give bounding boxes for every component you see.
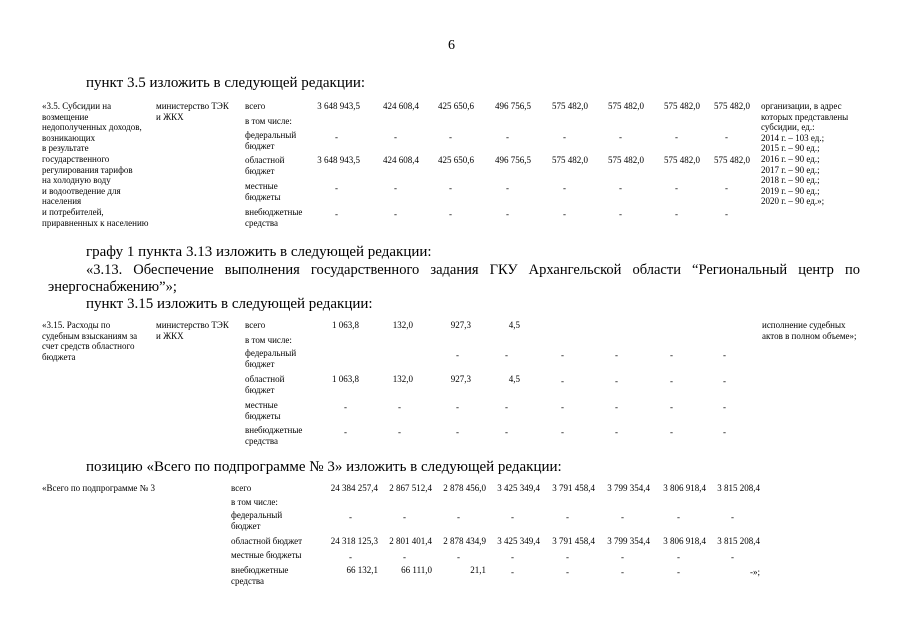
value-cell: - <box>675 209 678 219</box>
value-cell: 927,3 <box>450 374 471 384</box>
value-cell: 575 482,0 <box>714 101 750 111</box>
value-cell: - <box>723 350 726 360</box>
value-cell: - <box>615 350 618 360</box>
value-cell: 3 648 943,5 <box>317 155 360 165</box>
text-line: которых представлены <box>761 111 849 122</box>
value-cell: - <box>566 512 569 522</box>
value-cell: - <box>563 132 566 142</box>
page-number: 6 <box>448 38 455 53</box>
text-line: возмещение <box>42 111 89 122</box>
source-label: местные бюджеты <box>245 400 281 421</box>
value-cell: 3 815 208,4 <box>717 483 760 493</box>
item-3-13-text-line1: «3.13. Обеспечение выполнения государственного задания ГКУ Архангельской области “Региональный центр по <box>86 262 860 278</box>
value-cell: - <box>723 402 726 412</box>
value-cell: - <box>723 376 726 386</box>
value-cell: - <box>394 183 397 193</box>
value-cell: - <box>670 402 673 412</box>
value-cell: 496 756,5 <box>495 101 531 111</box>
source-label: всего <box>245 101 266 111</box>
text-line: 2014 г. – 103 ед.; <box>761 132 825 143</box>
value-cell: - <box>511 512 514 522</box>
value-cell: - <box>344 402 347 412</box>
text-line: возникающих <box>42 132 96 143</box>
value-cell: 2 878 456,0 <box>443 483 486 493</box>
value-cell: - <box>670 376 673 386</box>
value-cell: - <box>670 427 673 437</box>
value-cell: - <box>725 209 728 219</box>
text-line: и ЖКХ <box>156 111 184 122</box>
source-label: федеральный бюджет <box>245 348 297 369</box>
value-cell: - <box>506 183 509 193</box>
value-cell: - <box>511 567 514 577</box>
text-line: 2017 г. – 90 ед.; <box>761 164 820 175</box>
value-cell: 496 756,5 <box>495 155 531 165</box>
value-cell: 1 063,8 <box>332 320 359 330</box>
source-label: в том числе: <box>231 497 278 507</box>
value-cell: - <box>398 402 401 412</box>
value-cell: - <box>731 512 734 522</box>
value-cell: - <box>677 552 680 562</box>
value-cell: 575 482,0 <box>714 155 750 165</box>
total-subprogram-name: «Всего по подпрограмме № 3 <box>42 483 155 493</box>
value-cell: 66 132,1 <box>346 565 378 575</box>
text-line: на холодную воду <box>42 175 111 186</box>
value-cell: 24 384 257,4 <box>330 483 378 493</box>
source-label: всего <box>245 320 266 330</box>
text-line: приравненных к населению <box>42 217 149 228</box>
value-cell: - <box>621 552 624 562</box>
value-cell: 2 867 512,4 <box>389 483 432 493</box>
text-line: в результате <box>42 143 89 154</box>
value-cell: - <box>725 132 728 142</box>
source-label: областной бюджет <box>231 536 303 546</box>
value-cell: - <box>615 376 618 386</box>
value-cell: - <box>335 183 338 193</box>
value-cell: - <box>398 427 401 437</box>
value-cell: - <box>675 183 678 193</box>
text-line: 2018 г. – 90 ед.; <box>761 175 820 186</box>
text-line: 2020 г. – 90 ед.»; <box>761 196 825 207</box>
value-cell: - <box>335 209 338 219</box>
value-cell: 3 791 458,4 <box>552 483 595 493</box>
value-cell: 2 878 434,9 <box>443 536 486 546</box>
value-cell: - <box>621 512 624 522</box>
value-cell: -»; <box>750 567 760 577</box>
source-label: внебюджетные средства <box>245 207 303 228</box>
source-label: федеральный бюджет <box>231 510 283 531</box>
value-cell: - <box>619 132 622 142</box>
value-cell: 3 806 918,4 <box>663 483 706 493</box>
text-line: и ЖКХ <box>156 330 184 341</box>
source-label: местные бюджеты <box>245 181 281 202</box>
value-cell: 3 648 943,5 <box>317 101 360 111</box>
value-cell: - <box>394 132 397 142</box>
value-cell: - <box>566 552 569 562</box>
value-cell: 4,5 <box>508 374 520 384</box>
text-line: министерство ТЭК <box>156 101 229 111</box>
value-cell: - <box>335 132 338 142</box>
item-3-13-text-line2: энергоснабжению”»; <box>48 279 177 295</box>
value-cell: - <box>505 402 508 412</box>
value-cell: - <box>456 402 459 412</box>
value-cell: - <box>621 567 624 577</box>
value-cell: - <box>561 427 564 437</box>
value-cell: - <box>563 209 566 219</box>
value-cell: 3 806 918,4 <box>663 536 706 546</box>
value-cell: 3 815 208,4 <box>717 536 760 546</box>
value-cell: - <box>615 402 618 412</box>
source-label: местные бюджеты <box>231 550 302 560</box>
value-cell: - <box>670 350 673 360</box>
value-cell: 21,1 <box>470 565 486 575</box>
value-cell: 575 482,0 <box>552 155 588 165</box>
value-cell: 425 650,6 <box>438 101 474 111</box>
text-line: и потребителей, <box>42 207 104 217</box>
value-cell: - <box>449 132 452 142</box>
text-line: 2016 г. – 90 ед.; <box>761 154 820 164</box>
section-heading-3-5: пункт 3.5 изложить в следующей редакции: <box>86 75 366 91</box>
value-cell: 2 801 401,4 <box>389 536 432 546</box>
text-line: недополученных доходов, <box>42 122 142 133</box>
text-line: министерство ТЭК <box>156 320 229 330</box>
value-cell: 575 482,0 <box>664 155 700 165</box>
value-cell: - <box>511 552 514 562</box>
source-label: в том числе: <box>245 116 292 126</box>
text-line: регулирования тарифов <box>42 164 133 175</box>
source-label: всего <box>231 483 252 493</box>
value-cell: - <box>457 552 460 562</box>
value-cell: - <box>457 512 460 522</box>
value-cell: - <box>723 427 726 437</box>
value-cell: 24 318 125,3 <box>330 536 378 546</box>
text-line: бюджета <box>42 351 76 362</box>
source-label: областной бюджет <box>245 155 285 176</box>
value-cell: - <box>456 427 459 437</box>
value-cell: 3 799 354,4 <box>607 483 650 493</box>
value-cell: - <box>506 132 509 142</box>
section-heading-3-15: пункт 3.15 изложить в следующей редакции: <box>86 296 373 312</box>
value-cell: - <box>505 427 508 437</box>
value-cell: - <box>677 512 680 522</box>
value-cell: 575 482,0 <box>608 155 644 165</box>
text-line: «3.5. Субсидии на <box>42 101 112 111</box>
source-label: внебюджетные средства <box>245 425 303 446</box>
value-cell: 3 425 349,4 <box>497 536 540 546</box>
text-line: 2019 г. – 90 ед.; <box>761 185 820 196</box>
value-cell: 132,0 <box>392 374 413 384</box>
text-line: и водоотведение для <box>42 185 121 196</box>
value-cell: - <box>449 183 452 193</box>
text-line: счет средств областного <box>42 341 135 352</box>
source-label: в том числе: <box>245 335 292 345</box>
value-cell: - <box>349 512 352 522</box>
value-cell: 575 482,0 <box>608 101 644 111</box>
text-line: «3.15. Расходы по <box>42 320 111 330</box>
section-heading-3-13: графу 1 пункта 3.13 изложить в следующей редакции: <box>86 244 432 260</box>
value-cell: - <box>561 376 564 386</box>
value-cell: - <box>566 567 569 577</box>
value-cell: 927,3 <box>450 320 471 330</box>
value-cell: 1 063,8 <box>332 374 359 384</box>
text-line: организации, в адрес <box>761 101 842 111</box>
value-cell: 132,0 <box>392 320 413 330</box>
value-cell: 424 608,4 <box>383 155 419 165</box>
text-line: населения <box>42 196 82 207</box>
text-line: актов в полном объеме»; <box>762 330 857 341</box>
value-cell: - <box>344 427 347 437</box>
value-cell: 575 482,0 <box>552 101 588 111</box>
text-line: 2015 г. – 90 ед.; <box>761 143 820 154</box>
value-cell: - <box>619 183 622 193</box>
value-cell: - <box>731 552 734 562</box>
text-line: государственного <box>42 154 110 164</box>
value-cell: - <box>725 183 728 193</box>
value-cell: - <box>677 567 680 577</box>
source-label: федеральный бюджет <box>245 130 297 151</box>
source-label: внебюджетные средства <box>231 565 289 586</box>
value-cell: - <box>505 350 508 360</box>
value-cell: - <box>615 427 618 437</box>
text-line: субсидии, ед.: <box>761 122 815 133</box>
value-cell: - <box>456 350 459 360</box>
section-heading-total: позицию «Всего по подпрограмме № 3» изложить в следующей редакции: <box>86 459 562 475</box>
value-cell: - <box>563 183 566 193</box>
value-cell: 575 482,0 <box>664 101 700 111</box>
value-cell: 4,5 <box>508 320 520 330</box>
value-cell: 424 608,4 <box>383 101 419 111</box>
value-cell: 3 425 349,4 <box>497 483 540 493</box>
value-cell: - <box>403 552 406 562</box>
value-cell: 3 791 458,4 <box>552 536 595 546</box>
value-cell: - <box>403 512 406 522</box>
value-cell: - <box>619 209 622 219</box>
text-line: исполнение судебных <box>762 320 846 330</box>
value-cell: - <box>561 402 564 412</box>
value-cell: - <box>394 209 397 219</box>
text-line: судебным взысканиям за <box>42 330 138 341</box>
value-cell: - <box>449 209 452 219</box>
value-cell: 3 799 354,4 <box>607 536 650 546</box>
value-cell: 425 650,6 <box>438 155 474 165</box>
value-cell: - <box>561 350 564 360</box>
value-cell: - <box>506 209 509 219</box>
value-cell: - <box>675 132 678 142</box>
source-label: областной бюджет <box>245 374 285 395</box>
value-cell: 66 111,0 <box>401 565 432 575</box>
value-cell: - <box>349 552 352 562</box>
